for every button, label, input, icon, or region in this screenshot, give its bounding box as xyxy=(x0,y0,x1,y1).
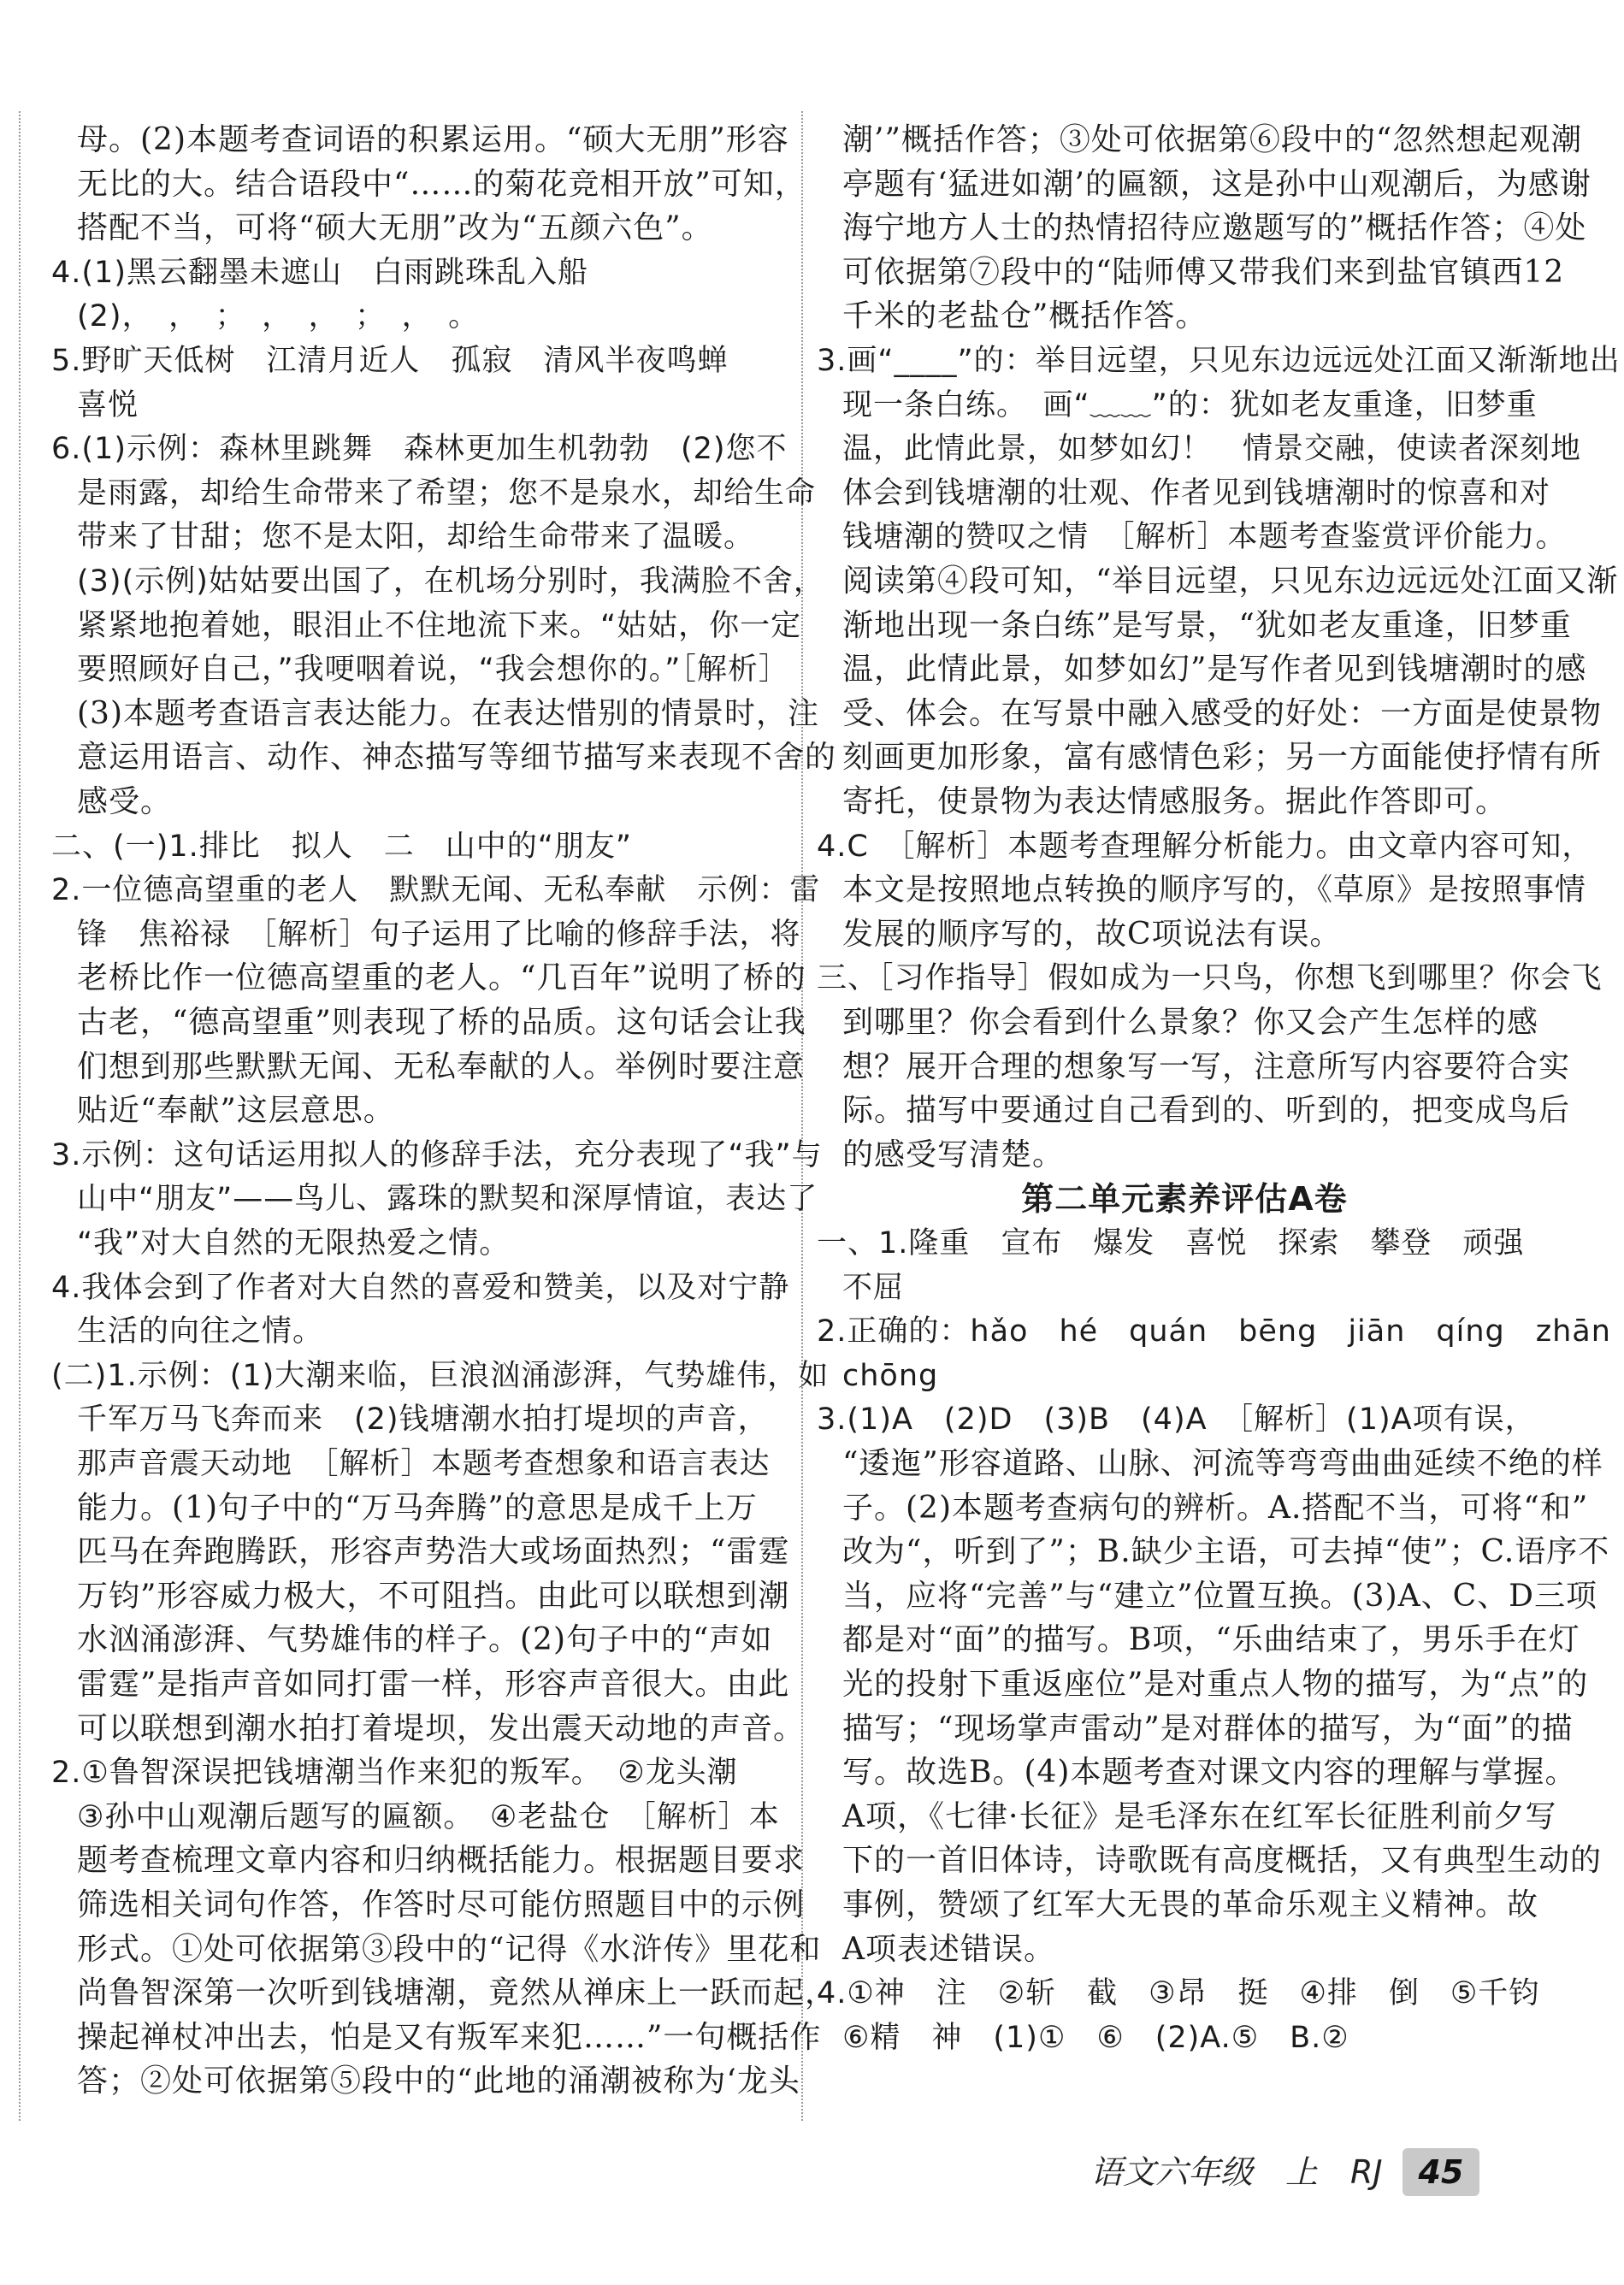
text-line: ⑥精 神 (1)① ⑥ (2)A.⑤ B.② xyxy=(842,2020,1349,2055)
text-line: 三、［习作指导］假如成为一只鸟，你想飞到哪里？你会飞 xyxy=(817,961,1603,996)
text-line: 想？展开合理的想象写一写，注意所写内容要符合实 xyxy=(842,1048,1571,1084)
text-line: 可依据第⑦段中的“陆师傅又带我们来到盐官镇西12 xyxy=(842,254,1565,290)
text-line: 一、1.隆重 宣布 爆发 喜悦 探索 攀登 顽强 xyxy=(817,1226,1525,1261)
text-line: 下的一首旧体诗，诗歌既有高度概括，又有典型生动的 xyxy=(842,1843,1603,1879)
text-line: 体会到钱塘潮的壮观、作者见到钱塘潮时的惊喜和对 xyxy=(842,475,1551,511)
text-line: 际。描写中要通过自己看到的、听到的，把变成鸟后 xyxy=(842,1093,1571,1129)
text-line: 6.(1)示例：森林里跳舞 森林更加生机勃勃 (2)您不 xyxy=(51,432,788,467)
text-line: 答；②处可依据第⑤段中的“此地的涌潮被称为‘龙头 xyxy=(77,2064,800,2099)
text-line: A项，《七律·长征》是毛泽东在红军长征胜利前夕写 xyxy=(842,1798,1557,1834)
text-line: 题考查梳理文章内容和归纳概括能力。根据题目要求 xyxy=(77,1843,806,1879)
text-line: (2)， ， ； ， ， ； ， 。 xyxy=(77,299,480,334)
text-line: 生活的向往之情。 xyxy=(77,1314,324,1349)
text-line: 能力。(1)句子中的“万马奔腾”的意思是成千上万 xyxy=(77,1490,758,1526)
text-line: 4.(1)黑云翻墨未遮山 白雨跳珠乱入船 xyxy=(51,255,588,290)
text-line: 子。(2)本题考查病句的辨析。A.搭配不当，可将“和” xyxy=(842,1490,1589,1526)
text-line: 雷霆”是指声音如同打雷一样，形容声音很大。由此 xyxy=(77,1667,790,1702)
text-line: 带来了甘甜；您不是太阳，却给生命带来了温暖。 xyxy=(77,520,755,555)
text-line: 二、(一)1.排比 拟人 二 山中的“朋友” xyxy=(51,829,632,864)
text-line: 3.示例：这句话运用拟人的修辞手法，充分表现了“我”与 xyxy=(51,1137,823,1172)
text-line: chōng xyxy=(842,1358,939,1393)
column-divider xyxy=(801,111,803,2121)
text-line: 寄托，使景物为表达情感服务。据此作答即可。 xyxy=(842,784,1508,819)
text-line: 筛选相关词句作答，作答时尽可能仿照题目中的示例 xyxy=(77,1887,806,1922)
text-line: 感受。 xyxy=(77,784,173,819)
text-line: 当，应将“完善”与“建立”位置互换。(3)A、C、D三项 xyxy=(842,1578,1598,1614)
text-line: 3.(1)A (2)D (3)B (4)A ［解析］(1)A项有误， xyxy=(817,1402,1536,1438)
text-line: 们想到那些默默无闻、无私奉献的人。举例时要注意 xyxy=(77,1048,806,1084)
text-line: 4.①神 注 ②斩 截 ③昂 挺 ④排 倒 ⑤千钧 xyxy=(817,1976,1540,2011)
text-line: 事例，赞颂了红军大无畏的革命乐观主义精神。故 xyxy=(842,1887,1539,1922)
text-line: 操起禅杖冲出去，怕是又有叛军来犯……”一句概括作 xyxy=(77,2019,822,2055)
text-line: “我”对大自然的无限热爱之情。 xyxy=(77,1226,511,1261)
text-line: 的感受写清楚。 xyxy=(842,1137,1065,1172)
text-line: 那声音震天动地 ［解析］本题考查想象和语言表达 xyxy=(77,1447,771,1481)
text-line: 海宁地方人士的热情招待应邀题写的”概括作答；④处 xyxy=(842,210,1587,246)
text-line: 阅读第④段可知，“举目远望，只见东边远远处江面又渐 xyxy=(842,564,1619,599)
text-line: 可以联想到潮水拍打着堤坝，发出震天动地的声音。 xyxy=(77,1710,806,1746)
text-line: 紧紧地抱着她，眼泪止不住地流下来。“姑姑，你一定 xyxy=(77,608,802,643)
text-line: 意运用语言、动作、神态描写等细节描写来表现不舍的 xyxy=(77,740,837,776)
text-line: (3)(示例)姑姑要出国了，在机场分别时，我满脸不舍， xyxy=(77,564,824,599)
text-line: 贴近“奉献”这层意思。 xyxy=(77,1093,395,1129)
text-line: 钱塘潮的赞叹之情 ［解析］本题考查鉴赏评价能力。 xyxy=(842,520,1567,555)
text-line: 温，此情此景，如梦如幻”是写作者见到钱塘潮时的感 xyxy=(842,652,1587,688)
text-line: 渐地出现一条白练”是写景，“犹如老友重逢，旧梦重 xyxy=(842,607,1572,643)
text-line: 4.我体会到了作者对大自然的喜爱和赞美，以及对宁静 xyxy=(51,1270,790,1305)
text-line: 水汹涌澎湃、气势雄伟的样子。(2)句子中的“声如 xyxy=(77,1622,773,1658)
text-line: (3)本题考查语言表达能力。在表达惜别的情景时，注 xyxy=(77,695,819,731)
text-line: 千军万马飞奔而来 (2)钱塘潮水拍打堤坝的声音， xyxy=(77,1402,769,1438)
text-line: 潮’”概括作答；③处可依据第⑥段中的“忽然想起观潮 xyxy=(842,122,1583,157)
column-rule-left xyxy=(19,111,21,2121)
text-line: 发展的顺序写的，故C项说法有误。 xyxy=(842,916,1342,952)
text-line: 本文是按照地点转换的顺序写的，《草原》是按照事情 xyxy=(842,872,1587,908)
text-line: 2.①鲁智深误把钱塘潮当作来犯的叛军。 ②龙头潮 xyxy=(51,1756,738,1791)
text-line: (二)1.示例：(1)大潮来临，巨浪汹涌澎湃，气势雄伟，如 xyxy=(51,1358,830,1393)
text-line: 现一条白练。 画“﹏﹏”的：犹如老友重逢，旧梦重 xyxy=(842,387,1538,422)
text-line: 描写；“现场掌声雷动”是对群体的描写，为“面”的描 xyxy=(842,1710,1574,1746)
text-line: 第二单元素养评估A卷 xyxy=(1021,1180,1348,1219)
text-line: 万钧”形容威力极大，不可阻挡。由此可以联想到潮 xyxy=(77,1578,790,1614)
text-line: 尚鲁智深第一次听到钱塘潮，竟然从禅床上一跃而起， xyxy=(77,1975,837,2011)
text-line: 受、体会。在写景中融入感受的好处：一方面是使景物 xyxy=(842,695,1603,731)
text-line: 5.野旷天低树 江清月近人 孤寂 清风半夜鸣蝉 xyxy=(51,344,729,378)
text-line: 母。(2)本题考查词语的积累运用。“硕大无朋”形容 xyxy=(77,122,789,157)
text-line: 2.一位德高望重的老人 默默无闻、无私奉献 示例：雷 xyxy=(51,873,821,908)
text-line: 温，此情此景，如梦如幻！ 情景交融，使读者深刻地 xyxy=(842,432,1582,467)
text-line: 都是对“面”的描写。B项，“乐曲结束了，男乐手在灯 xyxy=(842,1622,1580,1658)
text-line: 2.正确的：hǎo hé quán bēng jiān qíng zhān xyxy=(817,1314,1611,1349)
text-line: 到哪里？你会看到什么景象？你又会产生怎样的感 xyxy=(842,1005,1539,1040)
text-line: “逶迤”形容道路、山脉、河流等弯弯曲曲延续不绝的样 xyxy=(842,1446,1603,1481)
text-line: A项表述错误。 xyxy=(842,1931,1055,1967)
text-line: 千米的老盐仓”概括作答。 xyxy=(842,298,1208,334)
text-line: 老桥比作一位德高望重的老人。“几百年”说明了桥的 xyxy=(77,960,806,996)
text-line: 4.C ［解析］本题考查理解分析能力。由文章内容可知， xyxy=(817,829,1593,864)
book-label: 语文六年级 上 RJ xyxy=(1090,2153,1383,2191)
text-line: 不屈 xyxy=(842,1270,905,1305)
text-line: 形式。①处可依据第③段中的“记得《水浒传》里花和 xyxy=(77,1931,822,1967)
text-line: 锋 焦裕禄 ［解析］句子运用了比喻的修辞手法，将 xyxy=(77,917,801,952)
page-number: 45 xyxy=(1403,2148,1479,2196)
text-line: 搭配不当，可将“硕大无朋”改为“五颜六色”。 xyxy=(77,210,713,246)
text-line: ③孙中山观潮后题写的匾额。 ④老盐仓 ［解析］本 xyxy=(77,1799,780,1834)
text-line: 山中“朋友”——鸟儿、露珠的默契和深厚情谊，表达了 xyxy=(77,1182,818,1217)
text-line: 写。故选B。(4)本题考查对课文内容的理解与掌握。 xyxy=(842,1755,1577,1791)
text-line: 亭题有‘猛进如潮’的匾额，这是孙中山观潮后，为感谢 xyxy=(842,166,1592,202)
text-line: 匹马在奔跑腾跃，形容声势浩大或场面热烈；“雷霆 xyxy=(77,1534,790,1570)
text-line: 要照顾好自己，”我哽咽着说，“我会想你的。”［解析］ xyxy=(77,652,789,688)
text-line: 改为“，听到了”；B.缺少主语，可去掉“使”；C.语序不 xyxy=(842,1534,1610,1570)
text-line: 是雨露，却给生命带来了希望；您不是泉水，却给生命 xyxy=(77,475,817,511)
text-line: 古老，“德高望重”则表现了桥的品质。这句话会让我 xyxy=(77,1005,806,1040)
text-line: 光的投射下重返座位”是对重点人物的描写，为“点”的 xyxy=(842,1667,1589,1702)
text-line: 3.画“____”的：举目远望，只见东边远远处江面又渐渐地出 xyxy=(817,344,1621,378)
text-line: 无比的大。结合语段中“……的菊花竞相开放”可知， xyxy=(77,166,806,202)
text-line: 刻画更加形象，富有感情色彩；另一方面能使抒情有所 xyxy=(842,740,1603,776)
text-line: 喜悦 xyxy=(77,387,139,422)
